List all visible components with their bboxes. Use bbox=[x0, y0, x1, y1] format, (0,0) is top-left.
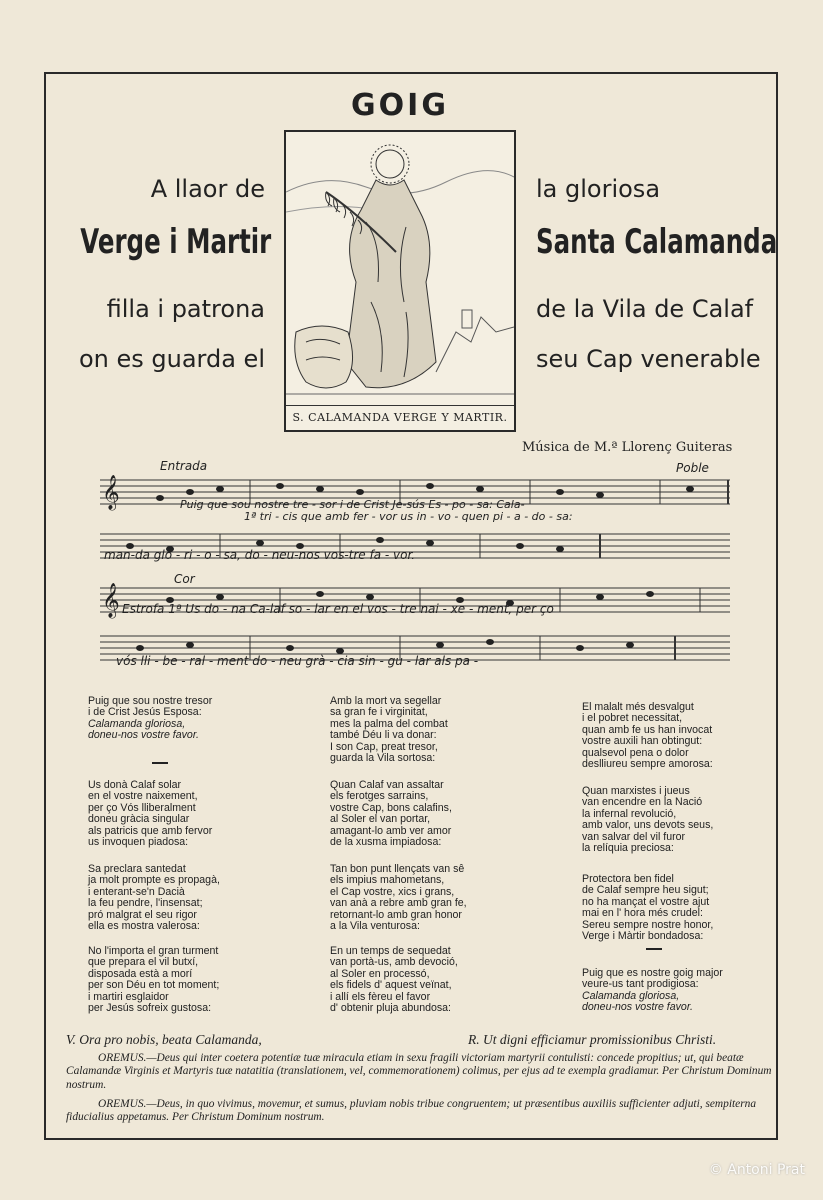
verse-line: Quan marxistes i jueus bbox=[582, 785, 690, 797]
verse-line: al Soler en processó, bbox=[330, 967, 430, 980]
response: R. Ut digni efficiamur promissionibus Christi. bbox=[468, 1032, 717, 1047]
verse-line: Tan bon punt llençats van sê bbox=[330, 863, 465, 875]
verse-stanza bbox=[582, 786, 713, 854]
verse-line: els fidels d' aquest veïnat, bbox=[330, 979, 452, 992]
verse-line: de la xusma impiadosa: bbox=[330, 836, 442, 849]
verse-stanza bbox=[88, 780, 212, 848]
verse-line: Amb la mort va segellar bbox=[330, 695, 442, 707]
verse-line: retornant-lo amb gran honor bbox=[330, 908, 462, 921]
verse-line: i allí els fèreu el favor bbox=[330, 990, 431, 1003]
verse-line: doneu-nos vostre favor. bbox=[88, 729, 199, 742]
verse-line: ja molt prompte es propagà, bbox=[88, 874, 220, 887]
verse-line: i de Crist Jesús Esposa: bbox=[88, 706, 202, 719]
oremus-prayer-2: OREMUS.—Deus, in quo vivimus, movemur, et sumus, pluviam nobis tribue congruentem; ut præsentibus auxiliis sufficienter adjuti, sempiterna fiducialius appetamus. Per Christum Dominum nostrum. bbox=[66, 1098, 757, 1124]
verse-line: i martiri esglaidor bbox=[88, 990, 169, 1003]
verse-line: us invoquen piadosa: bbox=[88, 836, 189, 849]
oremus-prayer-1: OREMUS.—Deus qui inter coetera potentiæ tuæ miracula etiam in sexu fragili victoriam martyrii contulisti: concede propitius; ut, qui beatæ Calamandæ Virginis et Martyris tuæ natatitia (translationem, vel, commemorationem) colimus, per ejus ad te exempla gradiamur. Per Christum Dominum nostrum. bbox=[66, 1052, 772, 1091]
verse-line: la infernal revolució, bbox=[582, 807, 677, 820]
music-lyric-line-1: Puig que sou nostre tre - sor i de Crist Je-sús Es - po - sa: Cala- bbox=[180, 498, 525, 511]
music-mark-cor: Cor bbox=[174, 572, 195, 586]
verse-line: al Soler el van portar, bbox=[330, 813, 431, 826]
verse-line: No l'importa el gran turment bbox=[88, 945, 219, 957]
verse-line: vostre auxili han obtingut: bbox=[582, 735, 703, 748]
svg-text:𝄞: 𝄞 bbox=[102, 583, 120, 618]
verse-line: d' obtenir pluja abundosa: bbox=[330, 1002, 452, 1015]
saint-engraving bbox=[284, 130, 516, 432]
verse-line: van portà-us, amb devoció, bbox=[330, 956, 458, 969]
verse-line: Verge i Màrtir bondadosa: bbox=[582, 930, 704, 943]
verse-stanza bbox=[582, 702, 713, 770]
verse-line: també Déu li va donar: bbox=[330, 729, 437, 742]
verse-line: per Jesús sofreix gustosa: bbox=[88, 1002, 212, 1015]
verse-line: i el pobret necessitat, bbox=[582, 712, 683, 725]
music-lyric-line-4: Estrofa 1ª Us do - na Ca-laf so - lar en el vos - tre nai - xe - ment, per ço bbox=[122, 602, 554, 616]
header-left-line-2: Verge i Martir bbox=[80, 222, 271, 262]
verse-line: En un temps de sequedat bbox=[330, 945, 451, 957]
verse-line: Calamanda gloriosa, bbox=[88, 717, 186, 730]
music-mark-poble: Poble bbox=[676, 461, 709, 475]
verse-line: Protectora ben fidel bbox=[582, 873, 674, 885]
header-right-line-1: la gloriosa bbox=[536, 175, 661, 203]
verse-line: Sa preclara santedat bbox=[88, 863, 186, 875]
verse-line: El malalt més desvalgut bbox=[582, 701, 694, 713]
page-title: GOIG bbox=[351, 88, 449, 123]
music-lyric-line-2: 1ª tri - cis que amb fer - vor us in - vo - quen pi - a - do - sa: bbox=[244, 510, 573, 523]
verse-line: no ha mançat el vostre ajut bbox=[582, 895, 710, 908]
verse-line: van salvar del vil furor bbox=[582, 830, 686, 843]
verse-line: guarda la Vila sortosa: bbox=[330, 752, 436, 765]
header-right-line-3: de la Vila de Calaf bbox=[536, 295, 754, 323]
verse-line: amagant-lo amb ver amor bbox=[330, 824, 452, 837]
header-left-line-3: filla i patrona bbox=[106, 295, 265, 323]
verse-line: la relíquia preciosa: bbox=[582, 842, 674, 855]
verse-line: per ço Vós lliberalment bbox=[88, 801, 196, 814]
saint-figure-illustration bbox=[286, 132, 514, 410]
header-right-line-4: seu Cap venerable bbox=[536, 345, 761, 373]
verse-stanza bbox=[330, 780, 452, 848]
verse-line: els impius mahometans, bbox=[330, 874, 445, 887]
stanza-divider bbox=[152, 762, 168, 764]
verse-line: els ferotges sarrains, bbox=[330, 790, 429, 803]
engraving-caption: S. CALAMANDA VERGE Y MARTIR. bbox=[286, 405, 514, 430]
versicle: V. Ora pro nobis, beata Calamanda, bbox=[66, 1032, 262, 1047]
verse-line: Quan Calaf van assaltar bbox=[330, 779, 444, 791]
svg-text:𝄞: 𝄞 bbox=[102, 475, 120, 510]
verse-stanza bbox=[88, 864, 220, 932]
verse-line: disposada està a morí bbox=[88, 967, 193, 980]
verse-line: vostre Cap, bons calafins, bbox=[330, 801, 452, 814]
verse-stanza bbox=[582, 968, 723, 1014]
verse-line: en el vostre naixement, bbox=[88, 790, 198, 803]
music-credit: Música de M.ª Llorenç Guiteras bbox=[522, 440, 733, 455]
verse-line: la feu pendre, l'insensat; bbox=[88, 897, 203, 910]
verse-line: que prepara el vil butxí, bbox=[88, 956, 199, 969]
verse-line: Sereu sempre nostre honor, bbox=[582, 918, 714, 931]
verse-line: van encendre en la Nació bbox=[582, 796, 703, 809]
verse-line: mai en l' hora més crudel: bbox=[582, 907, 703, 920]
verse-line: Us donà Calaf solar bbox=[88, 779, 182, 791]
music-mark-entrada: Entrada bbox=[160, 459, 208, 473]
verse-line: als patricis que amb fervor bbox=[88, 824, 213, 837]
verse-line: el Cap vostre, xics i grans, bbox=[330, 885, 455, 898]
verse-stanza bbox=[330, 864, 467, 932]
verse-line: ella es mostra valerosa: bbox=[88, 920, 200, 933]
verse-line: de Calaf sempre heu sigut; bbox=[582, 884, 709, 897]
verse-line: amb valor, uns devots seus, bbox=[582, 819, 714, 832]
header-right-line-2: Santa Calamanda bbox=[536, 222, 778, 262]
verse-line: mes la palma del combat bbox=[330, 717, 448, 730]
verse-line: pró malgrat el seu rigor bbox=[88, 908, 197, 921]
verse-line: a la Vila venturosa: bbox=[330, 920, 420, 933]
verse-line: qualsevol pena o dolor bbox=[582, 746, 689, 759]
music-lyric-line-3: man-da glo - ri - o - sa, do - neu-nos vos-tre fa - vor. bbox=[104, 548, 416, 562]
header-left-line-4: on es guarda el bbox=[78, 345, 265, 373]
verse-stanza bbox=[330, 696, 448, 764]
verse-line: Puig que es nostre goig major bbox=[582, 967, 723, 979]
verse-line: Calamanda gloriosa, bbox=[582, 989, 680, 1002]
verse-line: doneu-nos vostre favor. bbox=[582, 1001, 693, 1014]
verse-stanza bbox=[330, 946, 458, 1014]
verse-stanza bbox=[582, 874, 713, 942]
verse-line: veure-us tant prodigiosa: bbox=[582, 978, 699, 991]
header-left-line-1: A llaor de bbox=[150, 175, 265, 203]
verse-line: per son Déu en tot moment; bbox=[88, 979, 220, 992]
music-lyric-line-5: vós lli - be - ral - ment do - neu grà - cia sin - gu - lar als pa - bbox=[116, 654, 479, 668]
verse-line: I son Cap, preat tresor, bbox=[330, 740, 438, 753]
stanza-divider bbox=[646, 948, 662, 950]
verse-line: doneu gràcia singular bbox=[88, 813, 190, 826]
verse-stanza bbox=[88, 946, 219, 1014]
copyright-watermark: © Antoni Prat bbox=[708, 1162, 805, 1178]
verse-stanza bbox=[88, 696, 212, 742]
verse-line: deslliureu sempre amorosa: bbox=[582, 758, 713, 771]
verse-line: van anà a rebre amb gran fe, bbox=[330, 897, 467, 910]
verse-line: Puig que sou nostre tresor bbox=[88, 695, 213, 707]
verse-line: quan amb fe us han invocat bbox=[582, 723, 713, 736]
verse-line: sa gran fe i virginitat, bbox=[330, 706, 428, 719]
verse-line: i enterant-se'n Dacià bbox=[88, 885, 185, 898]
